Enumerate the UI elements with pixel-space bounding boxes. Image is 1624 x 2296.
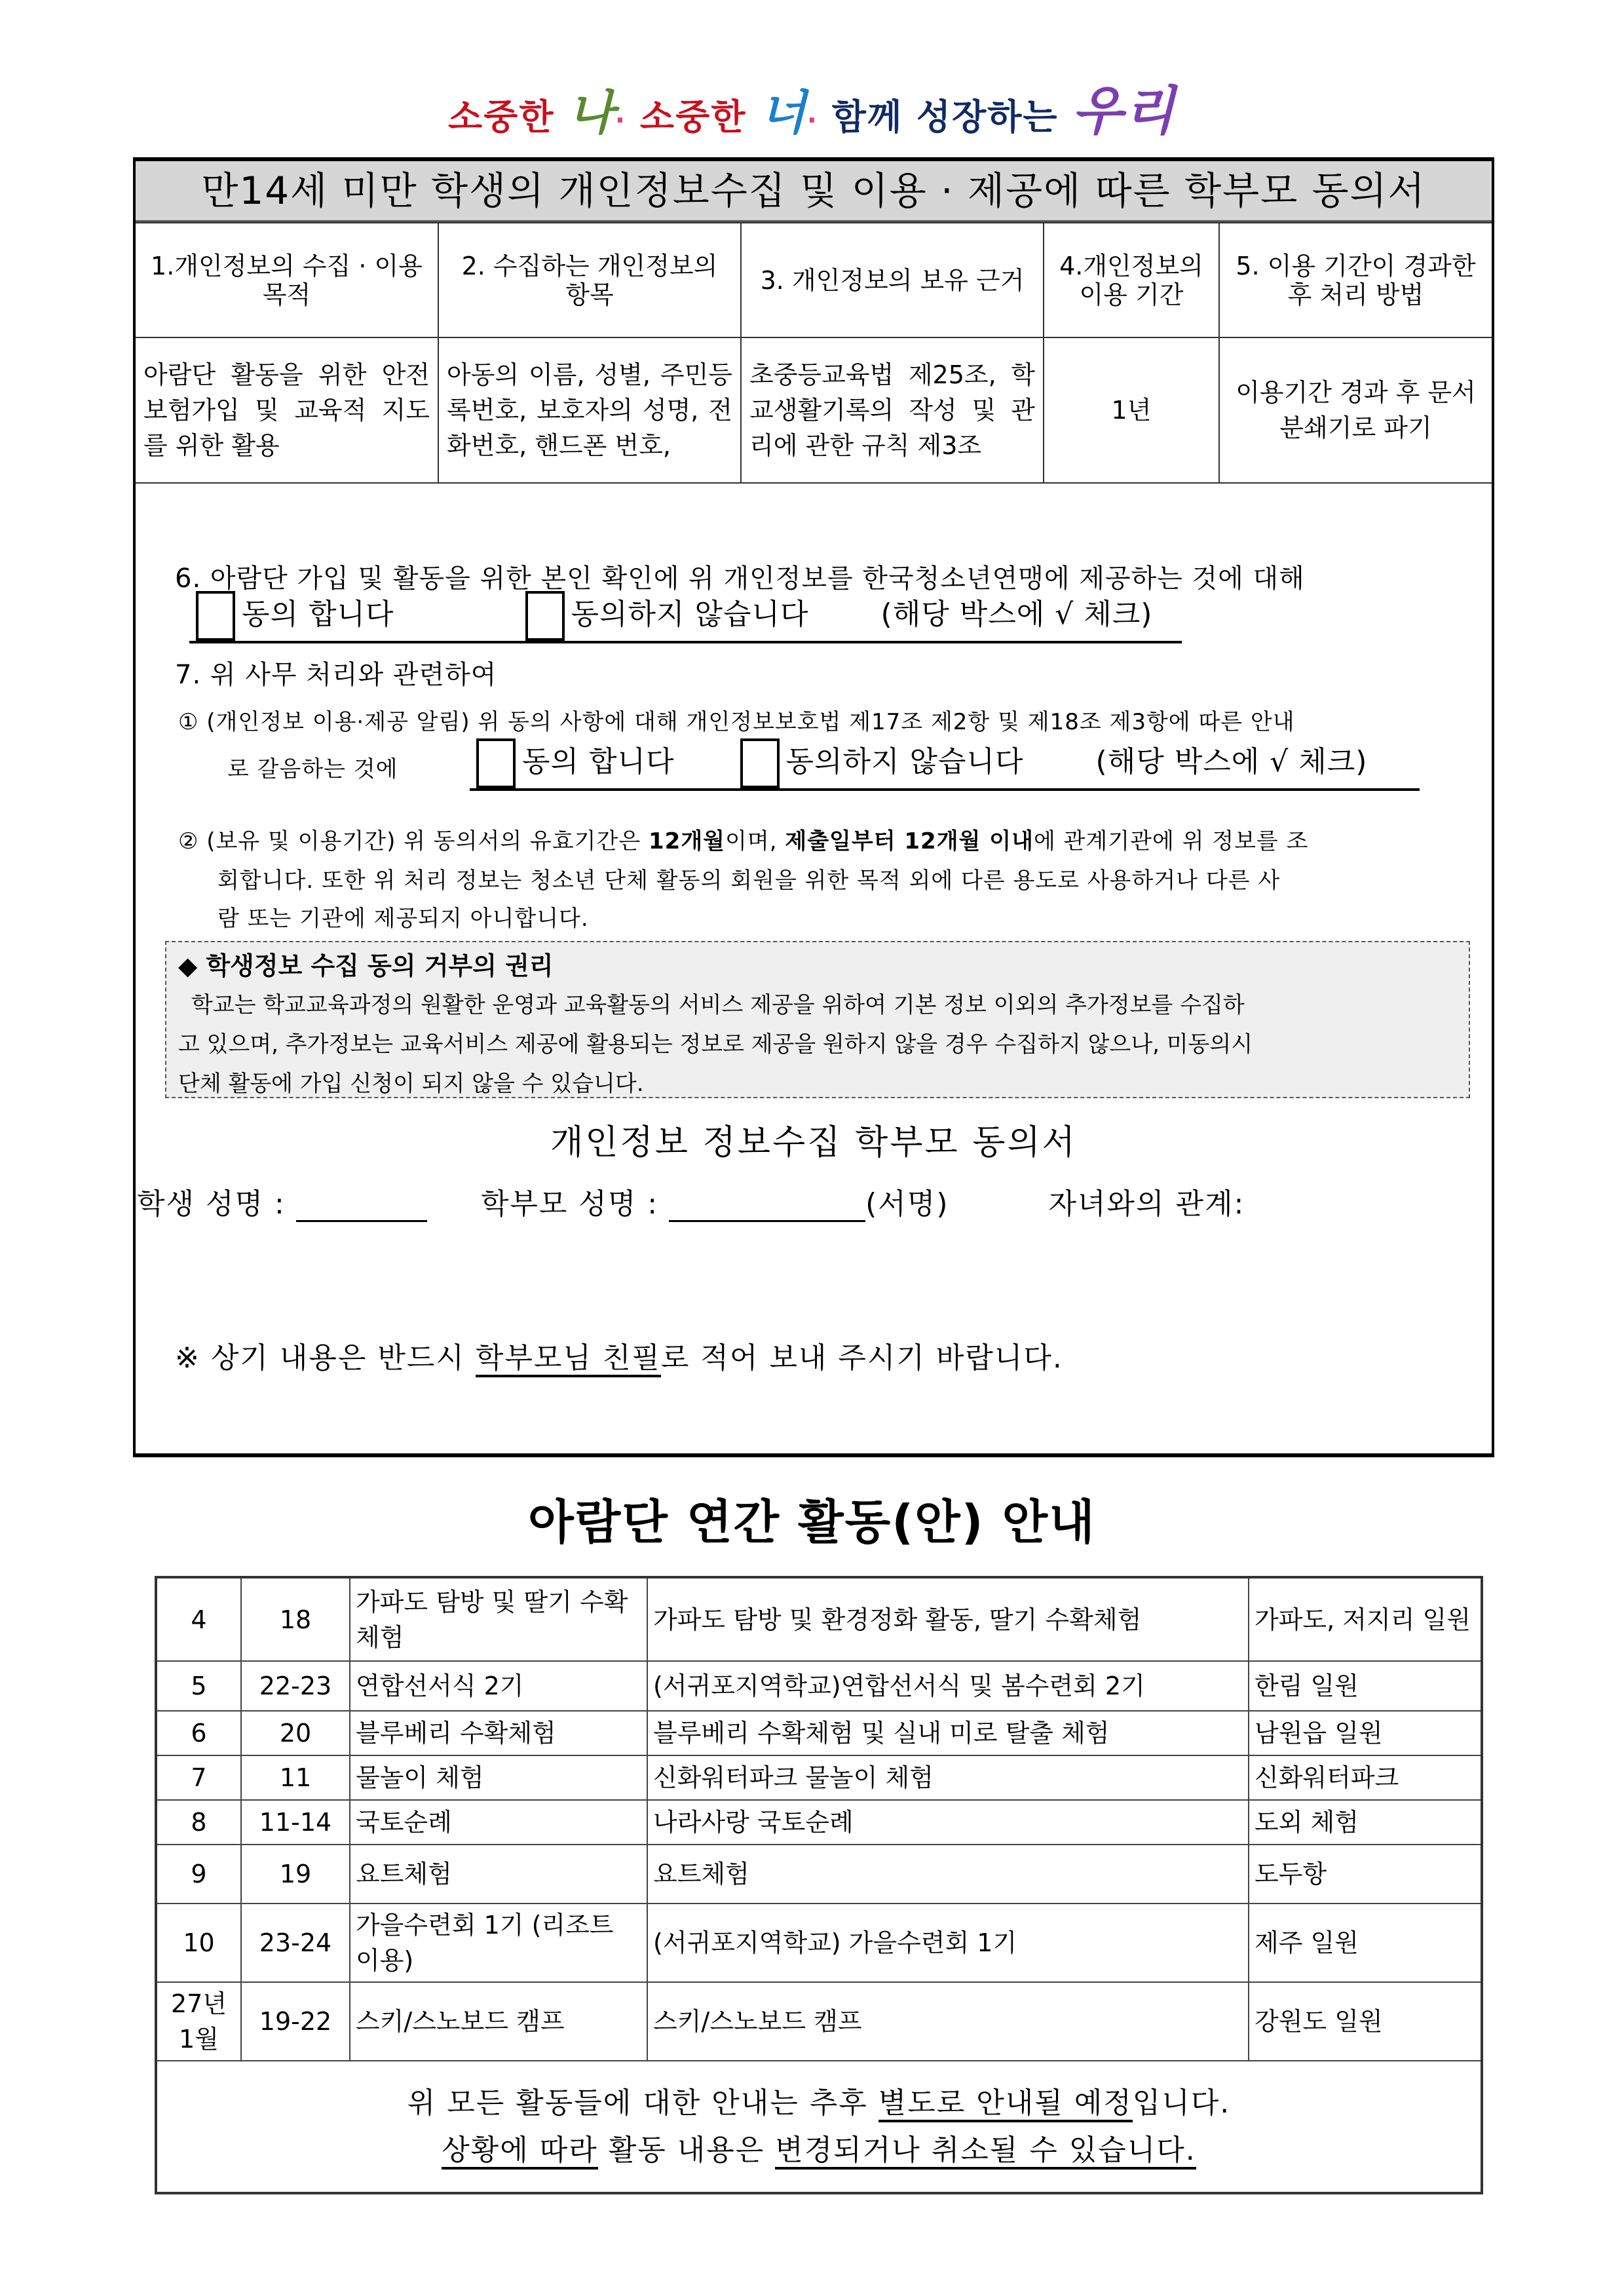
item7-sub2-line1: ② (보유 및 이용기간) 위 동의서의 유효기간은 12개월이며, 제출일부터 12개월 이내에 관계기관에 위 정보를 조 <box>178 828 1309 854</box>
item7-choices <box>470 738 1420 791</box>
value-basis: 초중등교육법 제25조, 학교생활기록의 작성 및 관리에 관한 규칙 제3조 <box>741 337 1044 483</box>
relation-label: 자녀와의 관계: <box>1048 1187 1245 1221</box>
item7-sub2-line3: 람 또는 기관에 제공되지 아니합니다. <box>217 906 589 932</box>
table-row: 5 22-23 연합선서식 2기 (서귀포지역학교)연합선서식 및 봄수련회 2기 한림 일원 <box>156 1661 1482 1711</box>
slogan-part2: 소중한 <box>639 96 747 138</box>
item7-agree-label: 동의 합니다 <box>522 745 675 778</box>
value-items: 아동의 이름, 성별, 주민등록번호, 보호자의 성명, 전화번호, 핸드폰 번호, <box>438 337 741 483</box>
signature-row <box>137 1180 1245 1222</box>
diamond-icon: ◆ <box>178 951 198 980</box>
col-header-basis: 3. 개인정보의 보유 근거 <box>741 223 1044 337</box>
consent-title: 만14세 미만 학생의 개인정보수집 및 이용 · 제공에 따른 학부모 동의서 <box>136 161 1492 222</box>
info-table <box>136 222 1492 484</box>
rights-heading: 학생정보 수집 동의 거부의 권리 <box>206 951 554 980</box>
col-header-purpose: 1.개인정보의 수집 · 이용 목적 <box>136 223 438 337</box>
col-header-items: 2. 수집하는 개인정보의 항목 <box>438 223 741 337</box>
table-row: 4 18 가파도 탐방 및 딸기 수확 체험 가파도 탐방 및 환경정화 활동, 딸기 수확체험 가파도, 저지리 일원 <box>156 1577 1482 1661</box>
item7-sub2-line2: 회합니다. 또한 위 처리 정보는 청소년 단체 활동의 회원을 위한 목적 외에 다른 용도로 사용하거나 다른 사 <box>217 868 1281 894</box>
item6-disagree-label: 동의하지 않습니다 <box>571 598 809 631</box>
slogan-uri: 우리 <box>1072 81 1176 142</box>
rights-line3: 단체 활동에 가입 신청이 되지 않을 수 있습니다. <box>178 1071 644 1097</box>
parent-name-field[interactable] <box>669 1194 865 1222</box>
item6-text: 6. 아람단 가입 및 활동을 위한 본인 확인에 위 개인정보를 한국청소년연맹에 제공하는 것에 대해 <box>175 564 1305 594</box>
slogan-na: 나 <box>568 85 615 140</box>
student-name-field[interactable] <box>296 1194 427 1222</box>
col-header-period: 4.개인정보의 이용 기간 <box>1044 223 1219 337</box>
value-purpose: 아람단 활동을 위한 안전보험가입 및 교육적 지도를 위한 활용 <box>136 337 438 483</box>
consent-subtitle: 개인정보 정보수집 학부모 동의서 <box>550 1123 1077 1162</box>
student-name-label: 학생 성명 : <box>137 1187 286 1221</box>
item7-hint: (해당 박스에 √ 체크) <box>1095 745 1368 778</box>
item6-disagree-checkbox[interactable] <box>525 591 565 641</box>
refusal-rights-box <box>165 941 1470 1098</box>
slogan-part3: 함께 성장하는 <box>831 96 1059 138</box>
col-header-disposal: 5. 이용 기간이 경과한 후 처리 방법 <box>1219 223 1492 337</box>
slogan-neo: 너 <box>760 85 807 140</box>
item6-agree-label: 동의 합니다 <box>242 598 394 631</box>
item7-sub1-text: ① (개인정보 이용·제공 알림) 위 동의 사항에 대해 개인정보보호법 제17조 제2항 및 제18조 제3항에 따른 안내 <box>178 709 1295 735</box>
table-row: 6 20 블루베리 수확체험 블루베리 수확체험 및 실내 미로 탈출 체험 남원읍 일원 <box>156 1711 1482 1755</box>
rights-line2: 고 있으며, 추가정보는 교육서비스 제공에 활용되는 정보로 제공을 원하지 않을 경우 수집하지 않으나, 미동의시 <box>178 1031 1253 1058</box>
item6-agree-checkbox[interactable] <box>196 591 235 641</box>
table-row: 27년 1월 19-22 스키/스노보드 캠프 스키/스노보드 캠프 강원도 일원 <box>156 1982 1482 2061</box>
value-disposal: 이용기간 경과 후 문서분쇄기로 파기 <box>1219 337 1492 483</box>
item7-sub1-cont: 로 갈음하는 것에 <box>227 756 398 782</box>
table-row: 7 11 물놀이 체험 신화워터파크 물놀이 체험 신화워터파크 <box>156 1755 1482 1800</box>
value-period: 1년 <box>1044 337 1219 483</box>
item7-disagree-label: 동의하지 않습니다 <box>785 745 1024 778</box>
parent-name-label: 학부모 성명 : <box>480 1187 659 1221</box>
slogan-part1: 소중한 <box>448 96 555 138</box>
item7-agree-checkbox[interactable] <box>476 738 516 788</box>
item6-hint: (해당 박스에 √ 체크) <box>880 598 1153 631</box>
consent-form <box>133 157 1494 1457</box>
item6-choices <box>189 590 1182 643</box>
handwriting-note: ※ 상기 내용은 반드시 학부모님 친필로 적어 보내 주시기 바랍니다. <box>175 1334 1063 1376</box>
plan-footer-row <box>156 2061 1482 2193</box>
table-row: 9 19 요트체험 요트체험 도두항 <box>156 1845 1482 1904</box>
annual-plan-table <box>155 1576 1483 2194</box>
slogan-banner: 소중한 나· 소중한 너· 함께 성장하는 우리 <box>448 81 1176 142</box>
plan-footer-note: 위 모든 활동들에 대한 안내는 추후 별도로 안내될 예정입니다. 상황에 따라 활동 내용은 변경되거나 취소될 수 있습니다. <box>156 2061 1482 2193</box>
rights-line1: 학교는 학교교육과정의 원활한 운영과 교육활동의 서비스 제공을 위하여 기본 정보 이외의 추가정보를 수집하 <box>191 992 1245 1018</box>
table-row: 8 11-14 국토순례 나라사랑 국토순례 도외 체험 <box>156 1800 1482 1845</box>
sign-suffix: (서명) <box>865 1187 949 1221</box>
table-row: 10 23-24 가을수련회 1기 (리조트 이용) (서귀포지역학교) 가을수련회 1기 제주 일원 <box>156 1904 1482 1982</box>
item7-heading: 7. 위 사무 처리와 관련하여 <box>175 660 497 690</box>
item7-disagree-checkbox[interactable] <box>740 738 780 788</box>
annual-plan-title: 아람단 연간 활동(안) 안내 <box>528 1495 1096 1550</box>
